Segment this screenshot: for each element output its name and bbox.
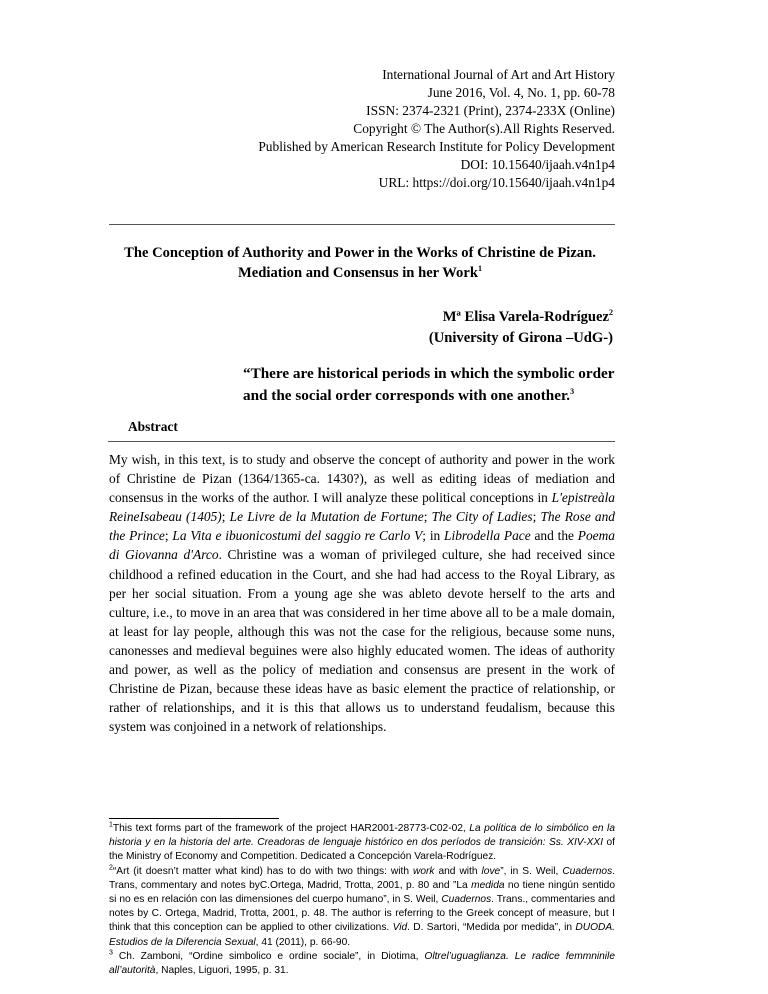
- article-title: [80, 243, 640, 283]
- work-title: L'epistreàla ReineIsabeau (1405): [109, 490, 615, 525]
- work-title: Librodella Pace: [444, 528, 531, 544]
- author-block: [429, 307, 613, 349]
- journal-header: [258, 66, 615, 192]
- author-affiliation: (University of Girona –UdG-): [428, 330, 613, 346]
- footnote-3: $^3$ Ch. Zamboni, “Ordine simbolico e ordine sociale”, in Diotima, Oltrel’uguaglianza. Le radice femmninile all’autorità, Naples, Liguori, 1995, p. 31.: [109, 949, 615, 977]
- header-divider: [109, 224, 615, 225]
- footnote-ref-3[interactable]: 3: [570, 386, 575, 396]
- issn: ISSN: 2374-2321 (Print), 2374-233X (Online): [366, 103, 615, 118]
- title-line-1: The Conception of Authority and Power in the Works of Christine de Pizan.: [124, 245, 596, 261]
- journal-name: International Journal of Art and Art History: [382, 67, 615, 82]
- copyright: Copyright © The Author(s).All Rights Reserved.: [353, 121, 615, 136]
- doi: DOI: 10.15640/ijaah.v4n1p4: [460, 157, 615, 172]
- footnotes: [109, 822, 615, 978]
- footnote-divider: [109, 818, 279, 819]
- abstract-divider: [108, 441, 615, 442]
- work-title: Poema di Giovanna d'Arco: [109, 528, 615, 563]
- abstract-text: My wish, in this text, is to study and observe the concept of authority and power in the work of Christine de Pizan (1364/1365-ca. 1430?), as well as editing ideas of mediation and consensus in the works of the author. I will analyze these political conceptions in L'epistreàla ReineIsabeau (1405); Le Livre de la Mutation de Fortune; The City of Ladies; The Rose and the Prince; La Vita e ibuonicostumi del saggio re Carlo V; in Librodella Pace and the Poema di Giovanna d'Arco. Christine was a woman of privileged culture, she had received since childhood a refined education in the Court, and she had had access to the Royal Library, as per her social situation. From a young age she was ableto devote herself to the arts and culture, i.e., to move in an area that was considered in her time above all to be a male domain, at least for lay people, although this was not the case for the religious, because some nuns, canonesses and medieval beguines were also highly educated women. The ideas of authority and power, as well as the policy of mediation and consensus are present in the work of Christine de Pizan, because these ideas have as basic element the practice of relationship, or rather of relationships, and it is this that allows us to understand feudalism, because this system was conjoined in a network of relationships.: [109, 452, 616, 735]
- footnote-1: $^1$This text forms part of the framework of the project HAR2001-28773-C02-02, La política de lo simbólico en la historia y en la historia del arte. Creadoras de lenguaje histórico en dos períodos de transición: Ss. XIV-XXI of the Ministry of Economy and Competition. Dedicated a Concepción Varela-Rodríguez.: [109, 821, 615, 863]
- work-title: La Vita e ibuonicostumi del saggio re Carlo V: [172, 528, 423, 544]
- abstract-heading: Abstract: [128, 419, 178, 434]
- title-line-2: Mediation and Consensus in her Work$^1$: [238, 264, 482, 281]
- url-link[interactable]: URL: https://doi.org/10.15640/ijaah.v4n1p4: [378, 175, 615, 190]
- footnote-2: $^2$“Art (it doesn’t matter what kind) has to do with two things: with work and with love”, in S. Weil, Cuadernos. Trans, commentary and notes byC.Ortega, Madrid, Trotta, 2001, p. 80 and ”La medida no tiene ningún sentido si no es en relación con las dimensiones del cuerpo humano”, in S. Weil, Cuadernos. Trans., commentaries and notes by C. Ortega, Madrid, Trotta, 2001, p. 48. The author is referring to the Greek concept of measure, but I think that this conception can be applied to other civilizations. Vid. D. Sartori, “Medida por medida”, in DUODA. Estudios de la Diferencia Sexual, 41 (2011), p. 66-90.: [109, 864, 616, 948]
- epigraph: “There are historical periods in which the symbolic order and the social order corresponds with one another.$^3$: [243, 365, 615, 404]
- work-title: Le Livre de la Mutation de Fortune: [229, 509, 424, 525]
- author-name: Mª Elisa Varela-Rodríguez$^2$: [442, 308, 613, 325]
- publisher: Published by American Research Institute for Policy Development: [258, 139, 615, 154]
- work-title: The City of Ladies: [431, 509, 533, 525]
- footnote-ref-2[interactable]: 2: [609, 308, 613, 318]
- issue-info: June 2016, Vol. 4, No. 1, pp. 60-78: [427, 85, 615, 100]
- footnote-ref-1[interactable]: 1: [477, 264, 482, 274]
- work-title: The Rose and the Prince: [109, 509, 616, 544]
